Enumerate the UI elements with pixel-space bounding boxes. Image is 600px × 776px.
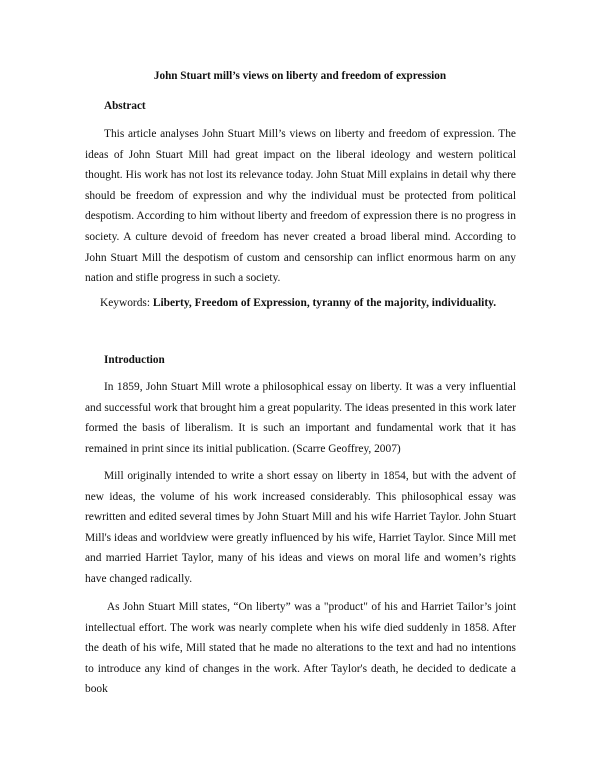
paragraph-2-text: Mill originally intended to write a short essay on liberty in 1854, but with the advent of new ideas, the volume of his work increased considerably. This philosophical essay was rewritten and edited several times by John Stuart Mill and his wife Harriet Taylor. John Stuart Mill's ideas and worldview were greatly influenced by his wife, Harriet Taylor. Since Mill met and married Harriet Taylor, many of his ideas and views on moral life and women’s rights have changed radically. (85, 470, 516, 585)
document-title: John Stuart mill’s views on liberty and freedom of expression (153, 70, 447, 82)
abstract-text: This article analyses John Stuart Mill’s views on liberty and freedom of expression. The ideas of John Stuart Mill had great impact on the liberal ideology and western political thought. His work has not lost its relevance today. John Stuat Mill explains in detail why there should be freedom of expression and why the individual must be protected from political despotism. According to him without liberty and freedom of expression there is no progress in society. A culture devoid of freedom has never created a broad liberal mind. According to John Stuart Mill the despotism of custom and censorship can inflict enormous harm on any nation and stifle progress in such a society. (85, 128, 516, 285)
paragraph-1-text: In 1859, John Stuart Mill wrote a philosophical essay on liberty. It was a very influential and successful work that brought him a great popularity. The ideas presented in this work later formed the basis of liberalism. It is such an important and fundamental work that it has remained in print since its initial publication. (Scarre Geoffrey, 2007) (85, 381, 516, 455)
abstract-paragraph (85, 124, 516, 289)
keywords-label: Keywords: (100, 297, 153, 309)
body-paragraph-3 (85, 597, 516, 700)
body-paragraph-1 (85, 377, 516, 459)
keywords-value: Liberty, Freedom of Expression, tyranny of the majority, individuality. (152, 297, 497, 309)
introduction-heading: Introduction (104, 354, 165, 366)
paragraph-3-text: As John Stuart Mill states, “On liberty” was a "product" of his and Harriet Tailor’s joint intellectual effort. The work was nearly complete when his wife died suddenly in 1858. After the death of his wife, Mill stated that he made no alterations to the text and had no intentions to introduce any kind of changes in the work. After Taylor's death, he decided to dedicate a book (85, 601, 516, 696)
abstract-heading: Abstract (104, 100, 146, 112)
keywords-line (100, 297, 496, 309)
body-paragraph-2 (85, 466, 516, 590)
